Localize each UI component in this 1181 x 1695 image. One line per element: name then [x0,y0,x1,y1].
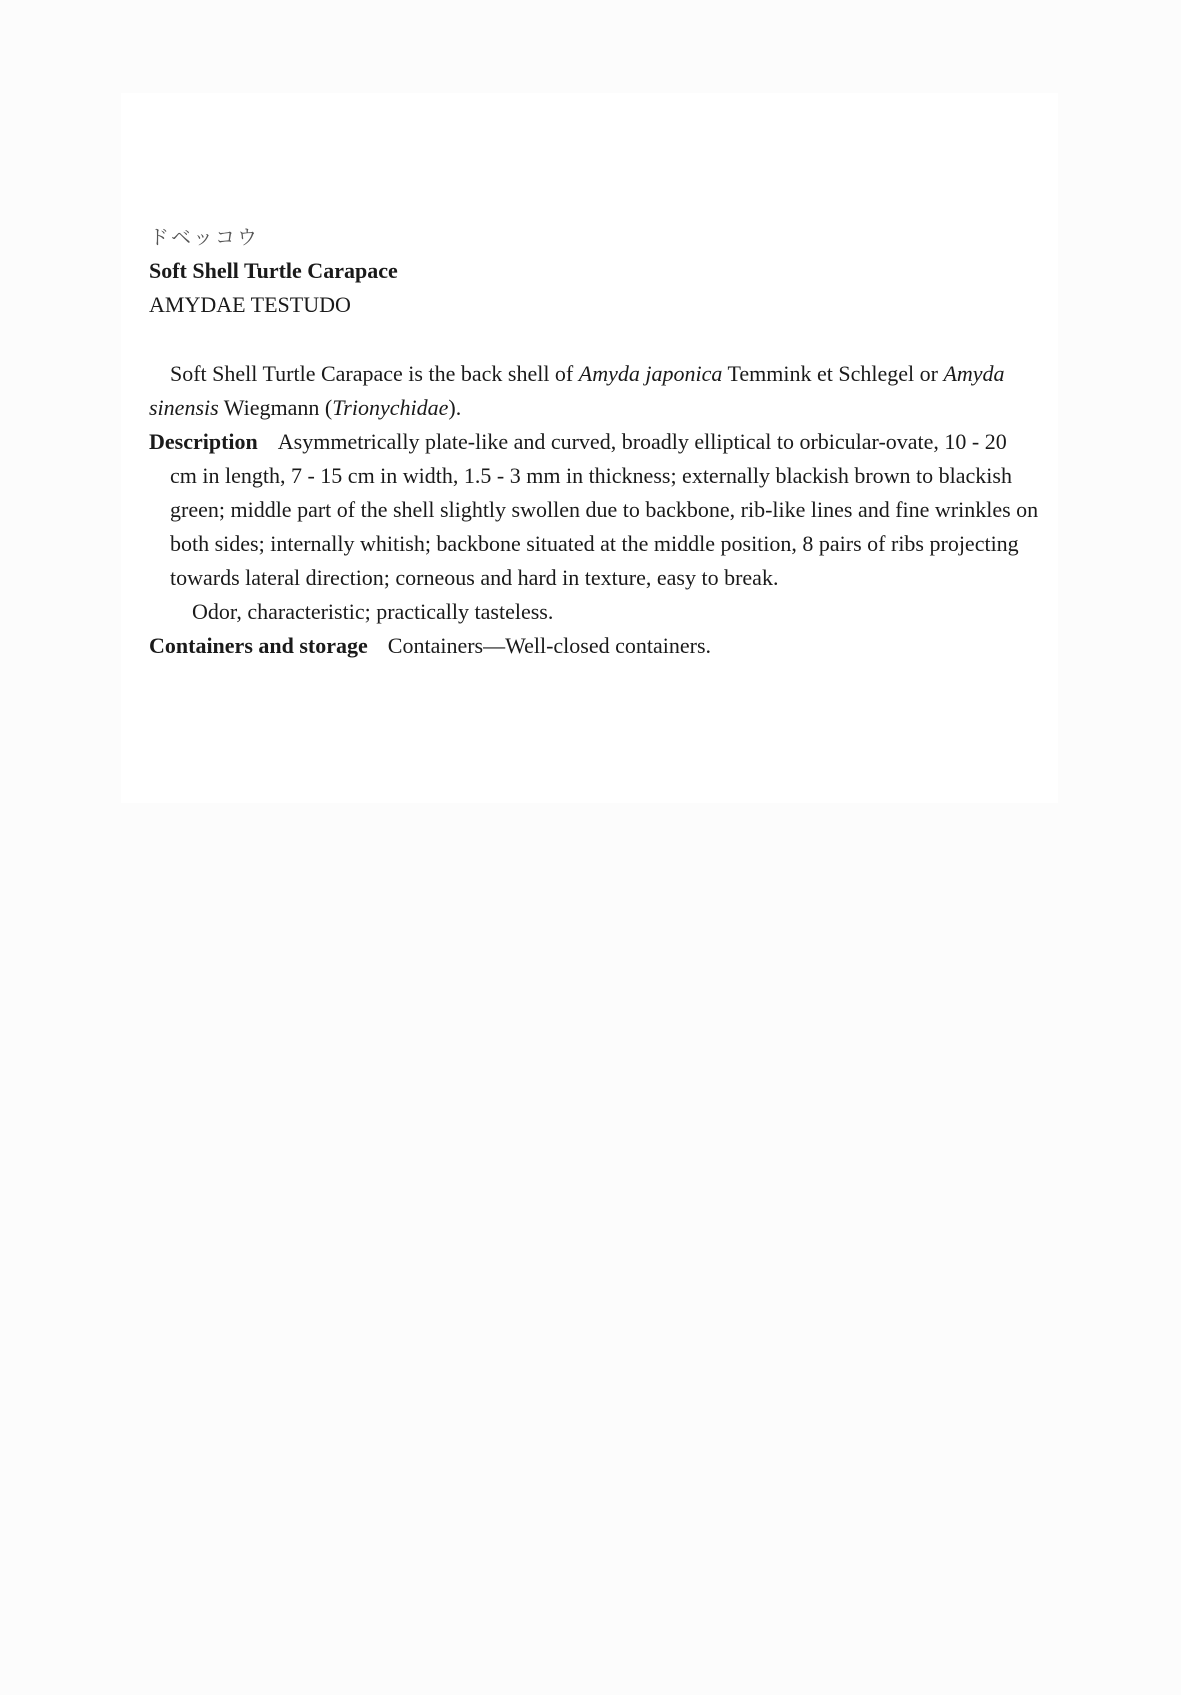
origin-text-4: ). [448,395,462,420]
origin-paragraph [149,357,1039,425]
containers-section [149,629,1039,663]
spacer [149,322,1039,357]
latin-name: AMYDAE TESTUDO [149,292,351,317]
species-name-1: Amyda japonica [578,361,723,386]
japanese-name: ドベッコウ [149,225,259,249]
origin-text-1: Soft Shell Turtle Carapace is the back shell of [170,361,579,386]
origin-text-3: Wiegmann ( [218,395,333,420]
containers-text: Containers—Well-closed containers. [387,633,712,658]
species-name-2: Amyda sinensis [149,361,1005,420]
origin-text-2: Temmink et Schlegel or [722,361,944,386]
monograph-content [149,220,1039,663]
description-text: Asymmetrically plate-like and curved, broadly elliptical to orbicular-ovate, 10 - 20 cm in length, 7 - 15 cm in width, 1.5 - 3 mm in thickness; externally blackish brown to blackish green; middle part of the shell slightly swollen due to backbone, rib-like lines and fine wrinkles on both sides; internally whitish; backbone situated at the middle position, 8 pairs of ribs projecting towards lateral direction; corneous and hard in texture, easy to break. [170,429,1039,590]
odor-text: Odor, characteristic; practically tasteless. [192,599,554,624]
description-section [149,425,1039,595]
family-name: Trionychidae [332,395,449,420]
description-label: Description [149,429,258,454]
containers-label: Containers and storage [149,633,368,658]
english-name: Soft Shell Turtle Carapace [149,258,398,283]
